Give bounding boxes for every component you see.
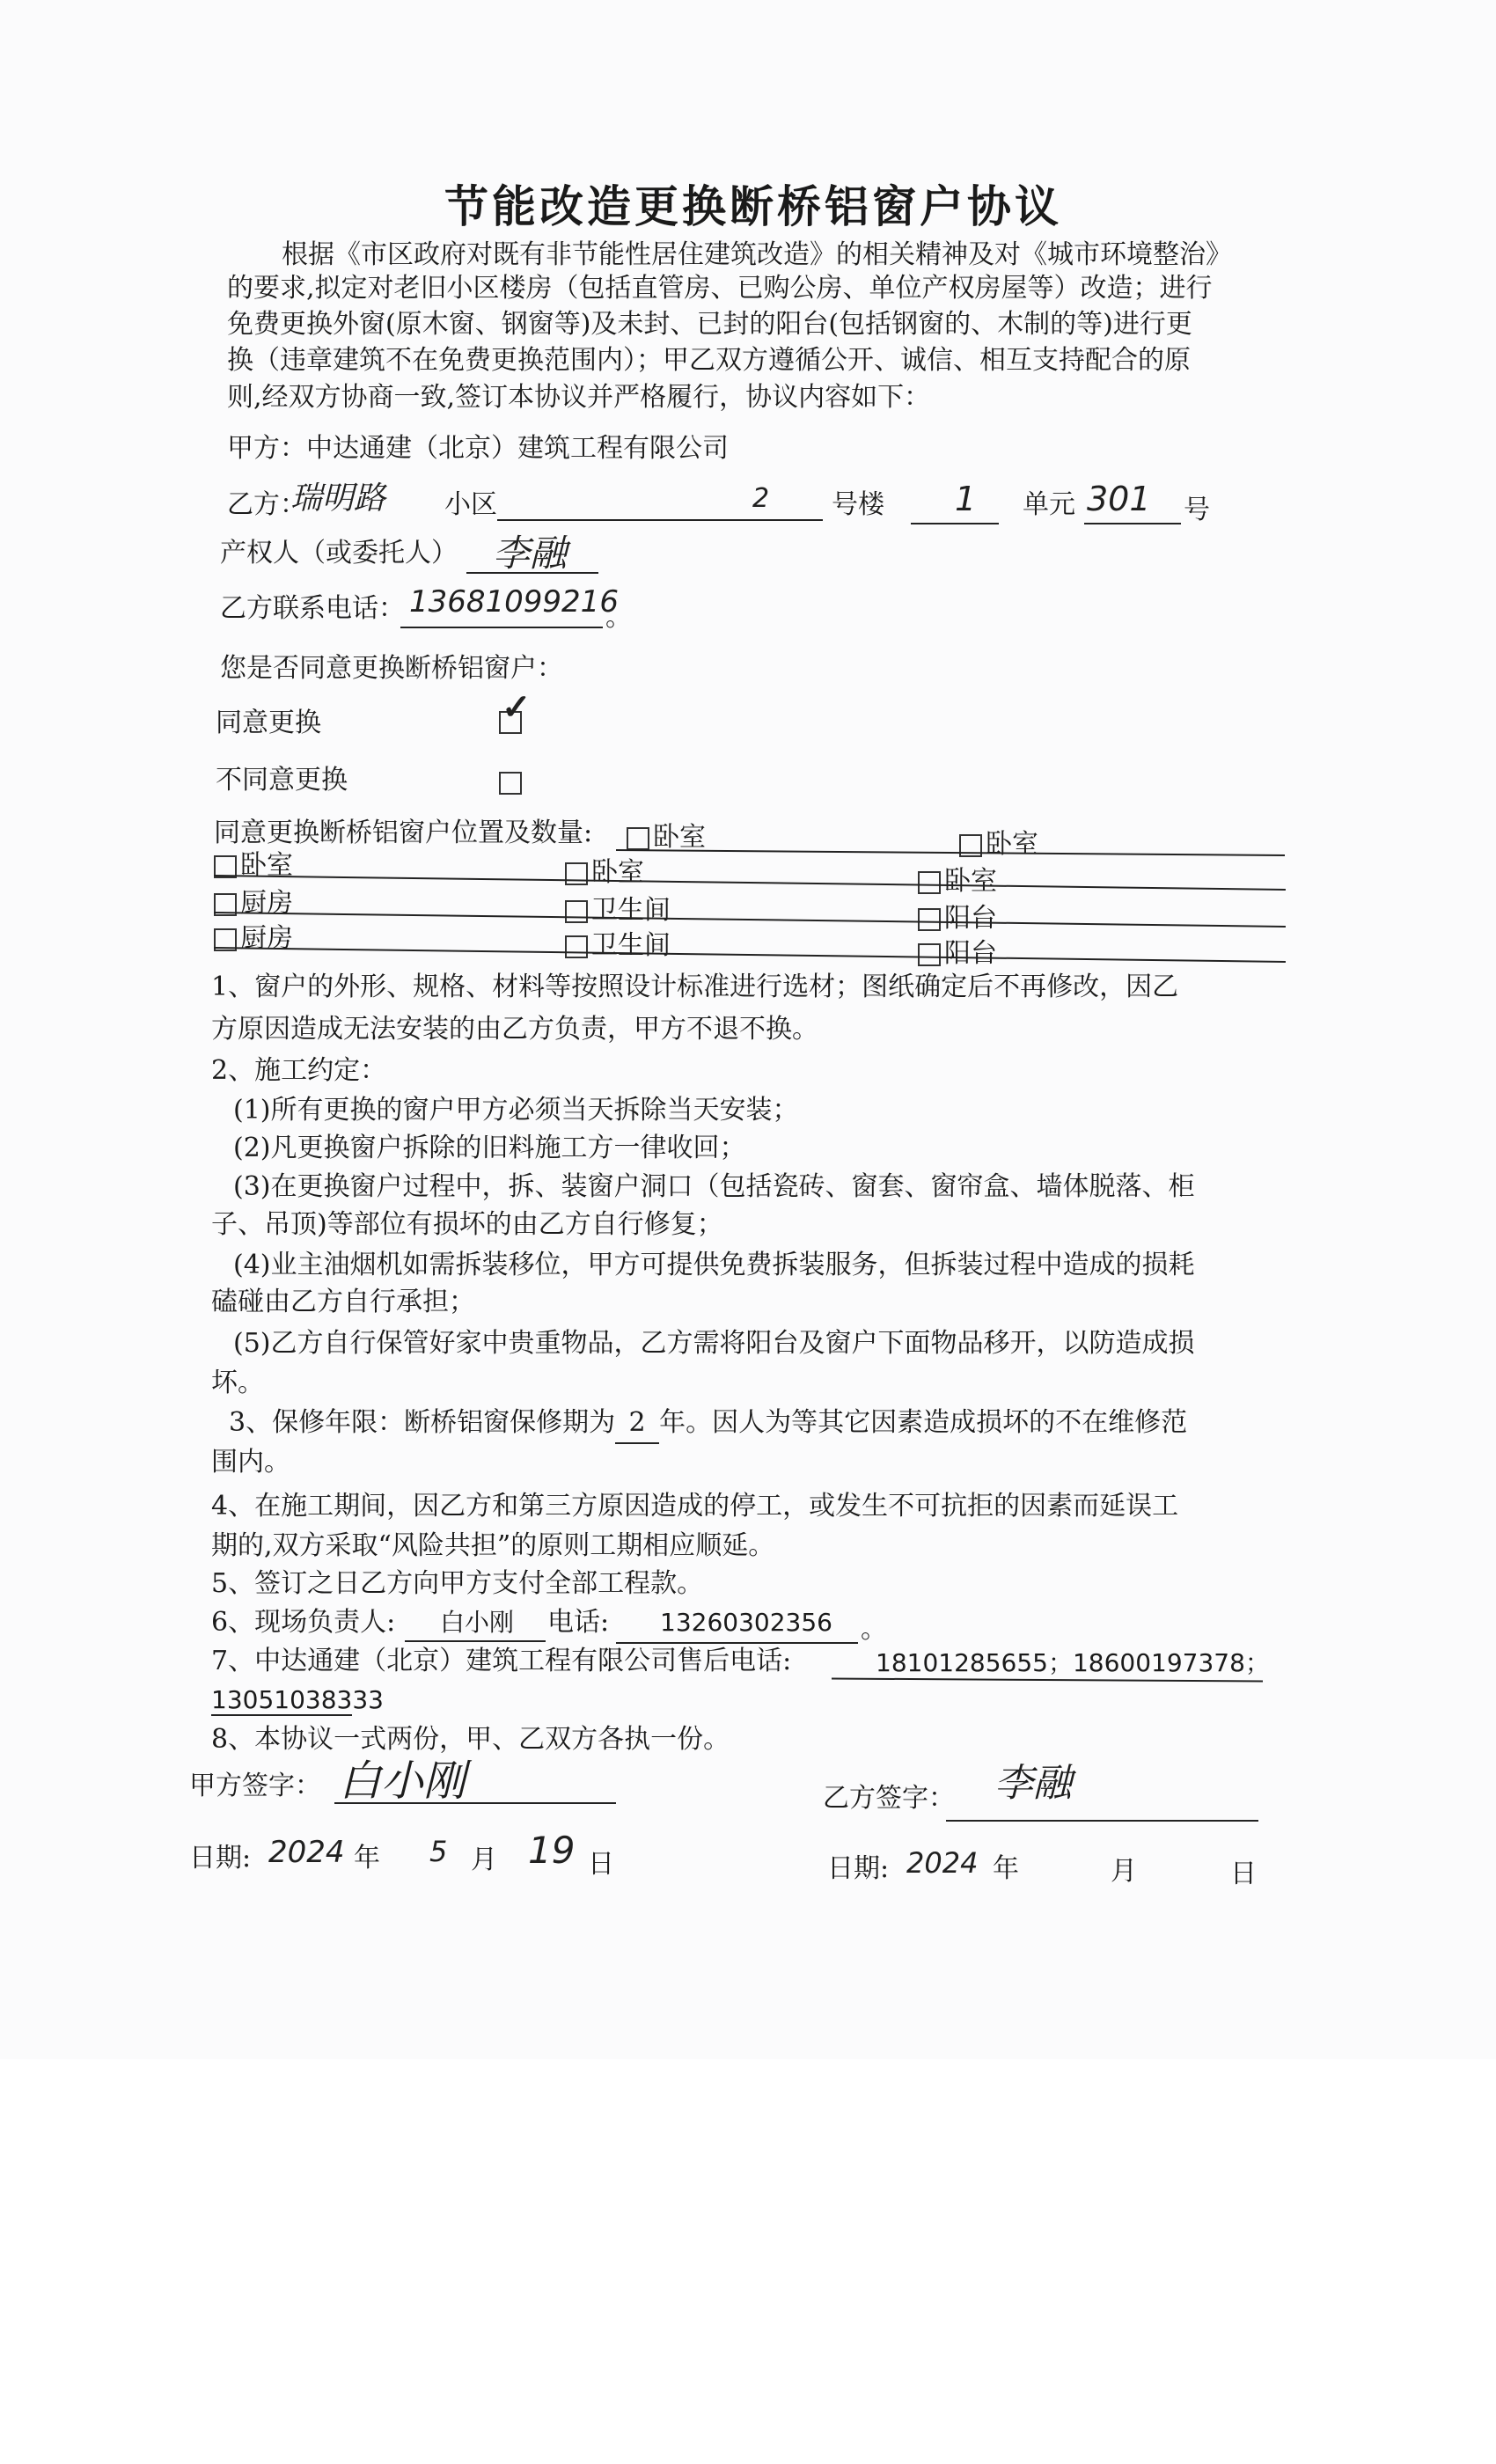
party-a-day-label: 日 [588, 1849, 614, 1880]
pos-row0-a: 卧室 [627, 818, 706, 857]
community-value: 瑞明路 [290, 480, 386, 517]
pos-checkbox[interactable] [565, 862, 588, 885]
clause-2-3a: (3)在更换窗户过程中，拆、装窗户洞口（包括瓷砖、窗套、窗帘盒、墙体脱落、柜 [233, 1171, 1195, 1202]
party-b-day-label: 日 [1230, 1859, 1257, 1889]
party-a-signature: 白小刚 [339, 1756, 466, 1806]
room-label: 号 [1184, 495, 1210, 525]
pos-checkbox[interactable] [565, 900, 588, 923]
party-a-sign-label: 甲方签字： [189, 1771, 321, 1801]
pos-row1-underline [214, 875, 1286, 891]
clause-1a: 1、窗户的外形、规格、材料等按照设计标准进行选材；图纸确定后不再修改，因乙 [211, 972, 1179, 1002]
clause-3b: 围内。 [211, 1447, 290, 1478]
phone-label: 乙方联系电话： [220, 593, 405, 624]
owner-label: 产权人（或委托人） [220, 538, 458, 568]
clause-2-2: (2)凡更换窗户拆除的旧料施工方一律收回； [233, 1133, 746, 1163]
site-manager-name: 白小刚 [440, 1608, 515, 1637]
site-manager-phone: 13260302356 [660, 1608, 832, 1637]
clause-3a: 3、保修年限：断桥铝窗保修期为 2 年。因人为等其它因素造成损坏的不在维修范 [229, 1404, 1187, 1444]
party-a-date-label: 日期: [189, 1843, 252, 1874]
party-b-label: 乙方： [227, 489, 306, 520]
pos-row3-b: 卫生间 [565, 927, 671, 965]
replace-question: 您是否同意更换断桥铝窗户： [220, 653, 563, 684]
pos-row1-c: 卧室 [918, 862, 997, 901]
pos-row0-underline [616, 849, 1285, 856]
pos-row1-b: 卧室 [565, 854, 644, 892]
clause-2-5b: 坏。 [211, 1368, 264, 1398]
clause-2-4b: 磕碰由乙方自行承担； [211, 1287, 475, 1317]
pos-checkbox[interactable] [918, 871, 941, 894]
clause-5: 5、签订之日乙方向甲方支付全部工程款。 [211, 1568, 704, 1599]
clause-6-phone-label: 电话: [547, 1607, 610, 1638]
positions-label: 同意更换断桥铝窗户位置及数量: [214, 818, 593, 848]
owner-value: 李融 [493, 532, 568, 575]
clause-2-1: (1)所有更换的窗户甲方必须当天拆除当天安装； [233, 1095, 799, 1126]
agree-label: 同意更换 [216, 708, 321, 738]
document-title: 节能改造更换断桥铝窗户协议 [444, 180, 1062, 232]
party-b-month-label: 月 [1111, 1856, 1137, 1887]
party-b-year-label: 年 [993, 1853, 1019, 1884]
party-b-sign-label: 乙方签字： [823, 1783, 955, 1814]
intro-line-4: 换（违章建筑不在免费更换范围内）；甲乙双方遵循公开、诚信、相互支持配合的原 [227, 345, 1191, 376]
pos-checkbox[interactable] [565, 935, 588, 958]
room-value: 301 [1087, 480, 1151, 518]
disagree-label: 不同意更换 [216, 765, 348, 796]
phone-suffix: 。 [605, 602, 632, 633]
party-b-date-year: 2024 [906, 1846, 979, 1880]
clause-6-end: 。 [861, 1614, 887, 1645]
pos-checkbox[interactable] [918, 943, 941, 966]
pos-row2-underline [214, 912, 1286, 928]
clause-7-label: 7、中达通建（北京）建筑工程有限公司售后电话: [211, 1646, 792, 1676]
pos-row3-underline [214, 947, 1286, 963]
pos-row1-a: 卧室 [214, 847, 293, 885]
party-a-date-day: 19 [528, 1829, 576, 1872]
owner-underline [466, 572, 598, 574]
party-a: 甲方：中达通建（北京）建筑工程有限公司 [227, 433, 729, 464]
intro-line-1: 根据《市区政府对既有非节能性居住建筑改造》的相关精神及对《城市环境整治》 [282, 239, 1232, 270]
intro-line-2: 的要求,拟定对老旧小区楼房（包括直管房、已购公房、单位产权房屋等）改造；进行 [227, 273, 1213, 304]
party-a-year-label: 年 [354, 1843, 380, 1874]
clause-4a: 4、在施工期间，因乙方和第三方原因造成的停工，或发生不可抗拒的因素而延误工 [211, 1491, 1179, 1522]
after-sales-phone-3: 13051038333 [211, 1685, 384, 1714]
party-b-date-label: 日期: [827, 1853, 890, 1884]
pos-row2-b: 卫生间 [565, 891, 671, 930]
pos-row0-b: 卧室 [959, 825, 1038, 864]
phone-value: 13681099216 [409, 584, 619, 620]
after-sales-phones: 18101285655；18600197378； [876, 1648, 1270, 1677]
pos-checkbox[interactable] [627, 827, 649, 850]
phone-underline [400, 627, 603, 628]
pos-row2-a: 厨房 [214, 884, 293, 923]
clause-6-label: 6、现场负责人: [211, 1607, 396, 1638]
unit-value: 1 [955, 480, 977, 518]
clause-1b: 方原因造成无法安装的由乙方负责，甲方不退不换。 [211, 1014, 818, 1045]
after-sales-phone3-underline [211, 1714, 352, 1716]
pos-row2-c: 阳台 [918, 899, 997, 938]
party-b-signature: 李融 [994, 1761, 1072, 1806]
disagree-checkbox[interactable] [499, 772, 522, 795]
unit-label: 单元 [1023, 489, 1075, 520]
intro-line-5: 则,经双方协商一致,签订本协议并严格履行，协议内容如下： [227, 382, 931, 413]
clause-2: 2、施工约定： [211, 1055, 387, 1086]
building-value: 2 [752, 483, 770, 514]
party-a-sign-underline [334, 1802, 616, 1804]
clause-2-4a: (4)业主油烟机如需拆装移位，甲方可提供免费拆装服务，但拆装过程中造成的损耗 [233, 1250, 1195, 1280]
clause-2-3b: 子、吊顶)等部位有损坏的由乙方自行修复； [211, 1209, 723, 1240]
check-mark-icon: ✓ [502, 686, 532, 728]
building-underline [911, 523, 999, 524]
party-a-date-month: 5 [429, 1835, 448, 1868]
party-b-sign-underline [946, 1820, 1258, 1822]
party-a-date-year: 2024 [268, 1835, 345, 1870]
clause-4b: 期的,双方采取“风险共担”的原则工期相应顺延。 [211, 1530, 775, 1561]
pos-row3-a: 厨房 [214, 920, 293, 958]
clause-8: 8、本协议一式两份，甲、乙双方各执一份。 [211, 1724, 730, 1755]
clause-2-5a: (5)乙方自行保管好家中贵重物品，乙方需将阳台及窗户下面物品移开，以防造成损 [233, 1328, 1195, 1359]
pos-checkbox[interactable] [918, 908, 941, 931]
pos-row3-c: 阳台 [918, 935, 997, 973]
community-underline [497, 519, 823, 521]
intro-line-3: 免费更换外窗(原木窗、钢窗等)及未封、已封的阳台(包括钢窗的、木制的等)进行更 [227, 309, 1192, 340]
building-label: 号楼 [832, 489, 884, 520]
room-underline [1084, 523, 1181, 524]
community-label: 小区 [444, 489, 497, 520]
party-a-month-label: 月 [471, 1844, 497, 1875]
